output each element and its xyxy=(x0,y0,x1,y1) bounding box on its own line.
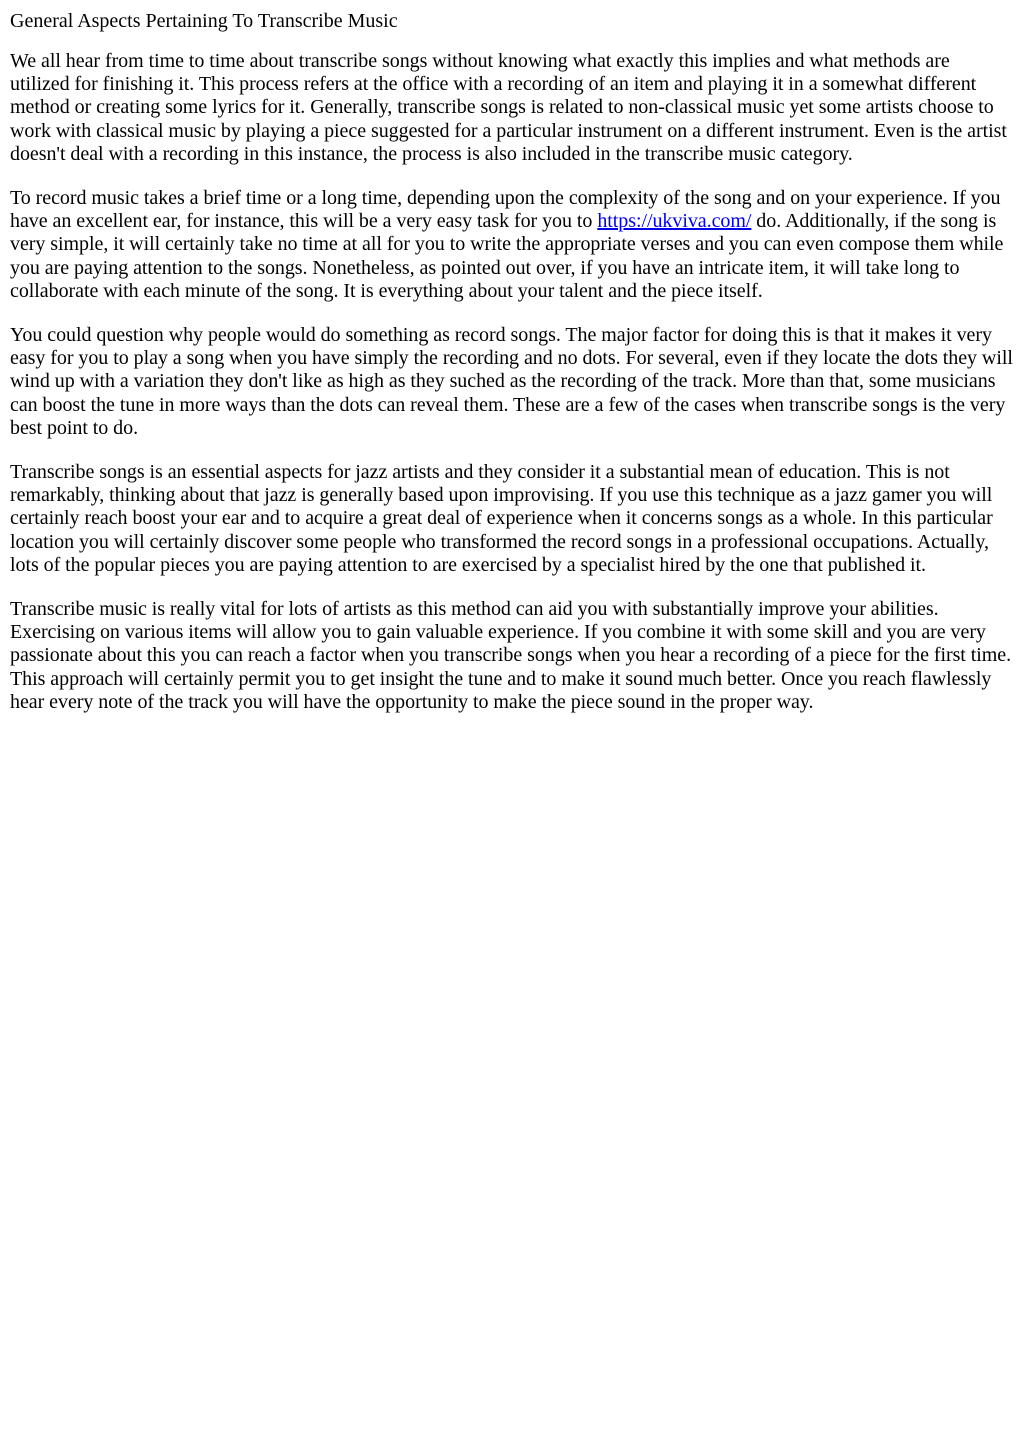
paragraph-1: We all hear from time to time about transcribe songs without knowing what exactly this implies and what methods are utilized for finishing it. This process refers at the office with a recording of an item and playing it in a somewhat different method or creating some lyrics for it. Generally, transcribe songs is related to non-classical music yet some artists choose to work with classical music by playing a piece suggested for a particular instrument on a different instrument. Even is the artist doesn't deal with a recording in this instance, the process is also included in the transcribe music category. xyxy=(10,50,1007,165)
paragraph-2 xyxy=(10,187,1014,303)
page-title: General Aspects Pertaining To Transcribe Music xyxy=(10,10,398,32)
ukviva-link[interactable]: https://ukviva.com/ xyxy=(597,210,752,233)
paragraph-2-text-after: do. Additionally, if the song is very simple, it will certainly take no time at all for you to write the appropriate verses and you can even compose them while you are paying attention to the songs. Nonetheless, as pointed out over, if you have an intricate item, it will take long to collaborate with each minute of the song. It is everything about your talent and the piece itself. xyxy=(10,210,1004,302)
document-page xyxy=(0,0,1024,714)
paragraph-4: Transcribe songs is an essential aspects for jazz artists and they consider it a substantial mean of education. This is not remarkably, thinking about that jazz is generally based upon improvising. If you use this technique as a jazz gamer you will certainly reach boost your ear and to acquire a great deal of experience when it concerns songs as a whole. In this particular location you will certainly discover some people who transformed the record songs in a professional occupations. Actually, lots of the popular pieces you are paying attention to are exercised by a specialist hired by the one that published it. xyxy=(10,461,993,576)
paragraph-2-text-before: To record music takes a brief time or a long time, depending upon the complexity of the song and on your experience. If you have an excellent ear, for instance, this will be a very easy task for you to xyxy=(10,187,1001,233)
paragraph-3: You could question why people would do something as record songs. The major factor for doing this is that it makes it very easy for you to play a song when you have simply the recording and no dots. For several, even if they locate the dots they will wind up with a variation they don't like as high as they suched as the recording of the track. More than that, some musicians can boost the tune in more ways than the dots can reveal them. These are a few of the cases when transcribe songs is the very best point to do. xyxy=(10,324,1013,439)
paragraph-5: Transcribe music is really vital for lots of artists as this method can aid you with substantially improve your abilities. Exercising on various items will allow you to gain valuable experience. If you combine it with some skill and you are very passionate about this you can reach a factor when you transcribe songs when you hear a recording of a piece for the first time. This approach will certainly permit you to get insight the tune and to make it sound much better. Once you reach flawlessly hear every note of the track you will have the opportunity to make the piece sound in the proper way. xyxy=(10,598,1012,713)
